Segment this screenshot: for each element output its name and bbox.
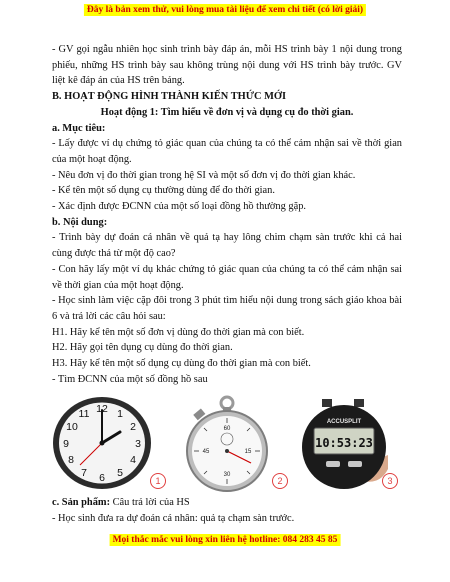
content-item: - Học sinh làm việc cặp đôi trong 3 phút tìm hiểu nội dung trong sách giáo khoa bài 6 và trả lời các câu hỏi sau: bbox=[52, 295, 402, 322]
svg-text:45: 45 bbox=[202, 449, 210, 456]
content-item: - Trình bày dự đoán cá nhân về quả tạ hay lông chim chạm sàn trước khi cả hai cùng được thả từ một độ cao? bbox=[52, 232, 402, 260]
content-item: - Con hãy lấy một ví dụ khác chứng tỏ giác quan của chúng ta có thể cảm nhận sai về thời gian của một hoạt động. bbox=[52, 263, 402, 291]
svg-text:5: 5 bbox=[117, 467, 123, 480]
image-digital-stopwatch bbox=[292, 395, 402, 493]
question-h3: H3. Hãy kể tên một số dụng cụ dùng đo thời gian mà con biết. bbox=[52, 358, 311, 370]
stopwatch-brand: ACCUSPLIT bbox=[326, 419, 362, 426]
svg-text:3: 3 bbox=[135, 438, 141, 451]
image-number-badge: 3 bbox=[382, 473, 398, 489]
question-h2: H2. Hãy gọi tên dụng cụ dùng đo thời gian. bbox=[52, 342, 233, 354]
wall-clock-icon bbox=[52, 395, 156, 491]
product-text: Câu trả lời của HS bbox=[110, 497, 190, 509]
objective-item: - Kể tên một số dụng cụ thường dùng để đo thời gian. bbox=[52, 185, 275, 197]
svg-text:30: 30 bbox=[223, 472, 231, 479]
svg-text:4: 4 bbox=[130, 454, 136, 467]
question-h1: H1. Hãy kể tên một số đơn vị dùng đo thời gian mà con biết. bbox=[52, 326, 305, 338]
clock-images-row bbox=[52, 395, 402, 493]
digital-stopwatch-icon bbox=[292, 395, 396, 493]
objective-item: - Nêu đơn vị đo thời gian trong hệ SI và một số đơn vị đo thời gian khác. bbox=[52, 169, 356, 181]
analog-stopwatch-icon bbox=[172, 395, 282, 493]
svg-text:7: 7 bbox=[81, 467, 87, 480]
svg-text:9: 9 bbox=[63, 438, 69, 451]
image-number-badge: 1 bbox=[150, 473, 166, 489]
stopwatch-display: 10:53:23 bbox=[315, 436, 373, 451]
svg-text:12: 12 bbox=[96, 403, 108, 416]
image-number-badge: 2 bbox=[272, 473, 288, 489]
svg-text:6: 6 bbox=[99, 472, 105, 485]
product-line bbox=[52, 495, 402, 511]
objective-item: - Xác định được ĐCNN của một số loại đồng hồ thường gặp. bbox=[52, 201, 306, 213]
svg-text:2: 2 bbox=[130, 421, 136, 434]
svg-text:15: 15 bbox=[244, 449, 252, 456]
section-heading-b: B. HOẠT ĐỘNG HÌNH THÀNH KIẾN THỨC MỚI bbox=[52, 91, 287, 103]
hotline-banner: Mọi thắc mắc vui lòng xin liên hệ hotline: 084 283 45 85 bbox=[110, 534, 341, 546]
paragraph-teacher-calls: - GV gọi ngẫu nhiên học sinh trình bày đáp án, mỗi HS trình bày 1 nội dung trong phiếu, những HS trình bày sau không trùng nội dung với HS trình bày trước. GV liệt kê đáp án của HS trên bảng. bbox=[52, 44, 402, 87]
image-analog-stopwatch bbox=[172, 395, 290, 493]
content-heading: b. Nội dung: bbox=[52, 216, 108, 228]
document-body bbox=[52, 42, 402, 527]
preview-banner: Đây là bản xem thử, vui lòng mua tài liệu để xem chi tiết (có lời giải) bbox=[84, 4, 366, 16]
svg-text:60: 60 bbox=[223, 426, 231, 433]
paragraph-prediction: - Học sinh đưa ra dự đoán cá nhân: quả tạ chạm sàn trước. bbox=[52, 513, 295, 525]
product-heading: c. Sản phẩm: bbox=[52, 497, 111, 509]
objective-heading: a. Mục tiêu: bbox=[52, 122, 106, 134]
content-item: - Tìm ĐCNN của một số đồng hồ sau bbox=[52, 373, 208, 385]
svg-text:10: 10 bbox=[66, 421, 78, 434]
image-wall-clock bbox=[52, 395, 170, 493]
svg-text:1: 1 bbox=[117, 408, 123, 421]
svg-text:11: 11 bbox=[78, 408, 90, 421]
svg-text:8: 8 bbox=[68, 454, 74, 467]
objective-item: - Lấy được ví dụ chứng tỏ giác quan của chúng ta có thể cảm nhận sai về thời gian của một hoạt động. bbox=[52, 138, 402, 165]
activity-1-title: Hoạt động 1: Tìm hiểu về đơn vị và dụng cụ đo thời gian. bbox=[100, 106, 354, 118]
